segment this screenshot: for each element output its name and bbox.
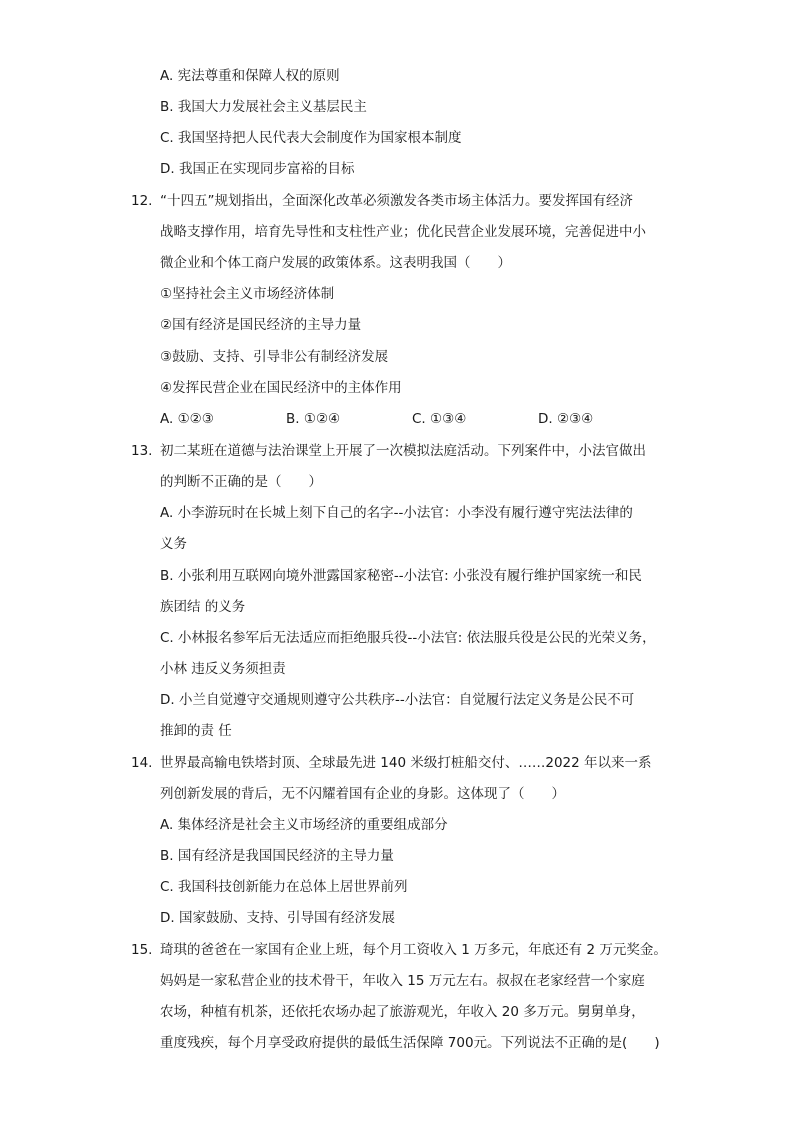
q15-stem-line-4: 重度残疾，每个月享受政府提供的最低生活保障 700元。下列说法不正确的是( ) [160, 1035, 660, 1051]
q12-choice-c: C. ①③④ [412, 411, 467, 427]
q13-stem-text-1: 初二某班在道德与法治课堂上开展了一次模拟法庭活动。下列案件中，小法官做出 [160, 443, 646, 459]
q12-stem-text-1: “十四五”规划指出，全面深化改革必须激发各类市场主体活力。要发挥国有经济 [160, 193, 633, 209]
q15-stem-line-1 [131, 940, 667, 960]
q13-option-d-line-1: D. 小兰自觉遵守交通规则遵守公共秩序--小法官：自觉履行法定义务是公民不可 [160, 692, 635, 708]
q14-option-d: D. 国家鼓励、支持、引导国有经济发展 [160, 910, 395, 926]
q15-stem-line-3: 农场，种植有机茶，还依托农场办起了旅游观光，年收入 20 多万元。舅舅单身， [160, 1004, 645, 1020]
q12-statement-1: ①坚持社会主义市场经济体制 [160, 286, 335, 302]
q12-choice-d: D. ②③④ [538, 411, 594, 427]
q14-stem-text-1: 世界最高输电铁塔封顶、全球最先进 140 米级打桩船交付、……2022 年以来一系 [160, 755, 652, 771]
q14-number: 14. [131, 755, 153, 771]
q12-stem-line-1 [131, 191, 633, 211]
q13-option-c-line-2: 小林 违反义务须担责 [160, 661, 286, 677]
q12-choice-b: B. ①②④ [286, 411, 341, 427]
q13-option-b-line-2: 族团结 的义务 [160, 599, 246, 615]
q13-stem-line-2: 的判断不正确的是（ ） [160, 474, 322, 490]
q14-stem-line-2: 列创新发展的背后，无不闪耀着国有企业的身影。这体现了（ ） [160, 786, 565, 802]
q13-option-d-line-2: 推卸的责 任 [160, 723, 232, 739]
q14-stem-line-1 [131, 753, 652, 773]
q13-option-b-line-1: B. 小张利用互联网向境外泄露国家秘密--小法官: 小张没有履行维护国家统一和民 [160, 568, 642, 584]
q12-choices-row [160, 409, 664, 429]
q13-stem-line-1 [131, 441, 646, 461]
q12-statement-4: ④发挥民营企业在国民经济中的主体作用 [160, 380, 402, 396]
q14-option-b: B. 国有经济是我国国民经济的主导力量 [160, 848, 394, 864]
q11-option-c: C. 我国坚持把人民代表大会制度作为国家根本制度 [160, 130, 462, 146]
q14-option-c: C. 我国科技创新能力在总体上居世界前列 [160, 879, 408, 895]
q11-option-d: D. 我国正在实现同步富裕的目标 [160, 161, 355, 177]
q11-option-a: A. 宪法尊重和保障人权的原则 [160, 68, 340, 84]
q13-option-a-line-2: 义务 [160, 536, 187, 552]
q12-statement-2: ②国有经济是国民经济的主导力量 [160, 317, 362, 333]
q15-stem-line-2: 妈妈是一家私营企业的技术骨干，年收入 15 万元左右。叔叔在老家经营一个家庭 [160, 973, 645, 989]
q12-choice-a: A. ①②③ [160, 411, 214, 427]
q11-option-b: B. 我国大力发展社会主义基层民主 [160, 99, 367, 115]
q15-stem-text-1: 琦琪的爸爸在一家国有企业上班，每个月工资收入 1 万多元，年底还有 2 万元奖金。 [160, 942, 667, 958]
q13-option-a-line-1: A. 小李游玩时在长城上刻下自己的名字--小法官：小李没有履行遵守宪法法律的 [160, 505, 633, 521]
q12-number: 12. [131, 193, 153, 209]
q15-number: 15. [131, 942, 153, 958]
q13-number: 13. [131, 443, 153, 459]
q12-stem-line-2: 战略支撑作用，培育先导性和支柱性产业；优化民营企业发展环境，完善促进中小 [160, 224, 646, 240]
q12-stem-line-3: 微企业和个体工商户发展的政策体系。这表明我国（ ） [160, 255, 511, 271]
q13-option-c-line-1: C. 小林报名参军后无法适应而拒绝服兵役--小法官: 依法服兵役是公民的光荣义务， [160, 630, 656, 646]
q12-statement-3: ③鼓励、支持、引导非公有制经济发展 [160, 349, 389, 365]
q14-option-a: A. 集体经济是社会主义市场经济的重要组成部分 [160, 817, 448, 833]
